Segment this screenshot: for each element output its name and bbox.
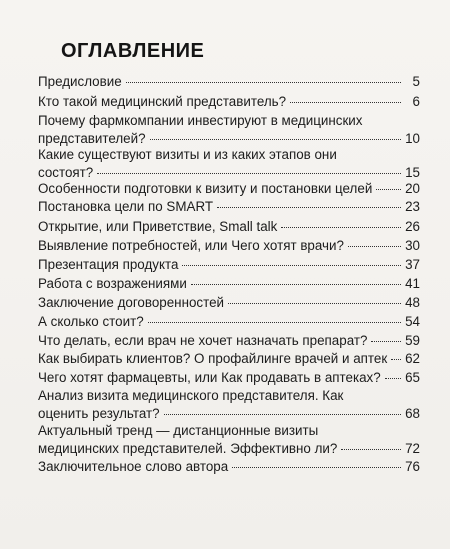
toc-entry-row	[38, 313, 420, 331]
toc-entry-title-line: Заключительное слово автора	[38, 459, 229, 474]
toc-entry-title-line: представителей?	[38, 130, 146, 146]
toc-entry-title-line: Постановка цели по SMART	[38, 199, 214, 214]
toc-entry-title-line: А сколько стоит?	[38, 314, 144, 329]
dot-leader	[281, 227, 401, 228]
toc-entry-row	[38, 93, 420, 111]
toc-entry-row	[38, 275, 420, 293]
toc-entry-row	[38, 130, 420, 148]
toc-entry-title-line: Как выбирать клиентов? О профайлинге врачей и аптек	[38, 351, 388, 366]
toc-page-number: 23	[405, 199, 420, 214]
toc-entry-title-line: Презентация продукта	[38, 257, 179, 272]
dot-leader	[164, 414, 401, 415]
toc-entry-row	[38, 458, 420, 476]
toc-page-number: 10	[405, 130, 420, 146]
toc-page-number: 68	[405, 405, 420, 421]
toc-page-number: 20	[405, 181, 420, 196]
toc-entry	[38, 275, 420, 293]
toc-page-number: 37	[405, 257, 420, 272]
dot-leader	[228, 303, 401, 304]
dot-leader	[341, 449, 401, 450]
toc-entry-title-line: Предисловие	[38, 74, 122, 89]
toc-entry	[38, 313, 420, 331]
toc-entry-row	[38, 332, 420, 350]
toc-entry-row	[38, 256, 420, 274]
toc-entry-title-line: Открытие, или Приветствие, Small talk	[38, 219, 278, 234]
dot-leader	[376, 189, 401, 190]
toc-entry-row	[38, 198, 420, 216]
toc-entry-title-line: Какие существуют визиты и из каких этапов они	[38, 147, 337, 162]
toc-entry-row	[38, 218, 420, 236]
toc-entry-row	[38, 164, 420, 182]
toc-page-number: 5	[412, 74, 420, 89]
toc-entry-title-line: Чего хотят фармацевты, или Как продавать в аптеках?	[38, 370, 381, 385]
toc-page-number: 72	[405, 440, 420, 456]
dot-leader	[150, 139, 401, 140]
toc-entry	[38, 387, 420, 422]
toc-entry	[38, 237, 420, 255]
toc-entry-row	[38, 237, 420, 255]
toc-page-number: 65	[405, 370, 420, 385]
dot-leader	[391, 359, 401, 360]
toc-entry	[38, 146, 420, 181]
toc-entry	[38, 422, 420, 457]
toc-entry-title-line: Работа с возражениями	[38, 276, 187, 291]
toc-entry	[38, 369, 420, 387]
toc-entry-row	[38, 350, 420, 368]
toc-entry-title-line: медицинских представителей. Эффективно ли?	[38, 440, 338, 456]
toc-entry-row	[38, 294, 420, 312]
toc-entry	[38, 198, 420, 216]
toc-entry-title-line: Анализ визита медицинского представителя. Как	[38, 388, 344, 403]
toc-page-number: 76	[405, 459, 420, 474]
toc-entry-title-line: Выявление потребностей, или Чего хотят врачи?	[38, 238, 344, 253]
dot-leader	[217, 207, 401, 208]
toc-entry	[38, 256, 420, 274]
toc-page-number: 30	[405, 238, 420, 253]
toc-entry	[38, 350, 420, 368]
toc-page-number: 41	[405, 276, 420, 291]
toc-entry-row	[38, 440, 420, 458]
dot-leader	[126, 82, 401, 83]
page-title: ОГЛАВЛЕНИЕ	[61, 40, 205, 62]
toc-entry	[38, 218, 420, 236]
toc-entry-title-line: состоят?	[38, 164, 94, 180]
toc-entry-title-line: Заключение договоренностей	[38, 295, 225, 310]
toc-page-number: 6	[412, 94, 420, 109]
toc-entry-title-line: Актуальный тренд — дистанционные визиты	[38, 423, 319, 438]
toc-entry-title-line: Кто такой медицинский представитель?	[38, 94, 287, 109]
toc-entry-title-line: Особенности подготовки к визиту и постановки целей	[38, 181, 373, 196]
toc-entry	[38, 180, 420, 198]
toc-entry-title-line: Почему фармкомпании инвестируют в медицинских	[38, 113, 363, 128]
dot-leader	[148, 322, 401, 323]
toc-entry	[38, 93, 420, 111]
dot-leader	[290, 102, 401, 103]
dot-leader	[232, 467, 401, 468]
dot-leader	[191, 284, 401, 285]
dot-leader	[97, 173, 401, 174]
toc-page-number: 59	[405, 333, 420, 348]
toc-page-number: 54	[405, 314, 420, 329]
toc-entry-title-line: Что делать, если врач не хочет назначать препарат?	[38, 333, 368, 348]
dot-leader	[371, 341, 401, 342]
dot-leader	[385, 378, 401, 379]
toc-page-number: 48	[405, 295, 420, 310]
toc-page-number: 15	[405, 164, 420, 180]
dot-leader	[348, 246, 401, 247]
toc-entry-row	[38, 180, 420, 198]
toc-page-number: 62	[405, 351, 420, 366]
toc-entry-row	[38, 405, 420, 423]
toc-entry	[38, 112, 420, 147]
toc-entry	[38, 332, 420, 350]
toc-entry	[38, 458, 420, 476]
toc-entry	[38, 294, 420, 312]
toc-entry-row	[38, 73, 420, 91]
toc-page-number: 26	[405, 219, 420, 234]
toc-entry	[38, 73, 420, 91]
toc-entry-title-line: оценить результат?	[38, 405, 160, 421]
toc-entry-row	[38, 369, 420, 387]
dot-leader	[182, 265, 401, 266]
